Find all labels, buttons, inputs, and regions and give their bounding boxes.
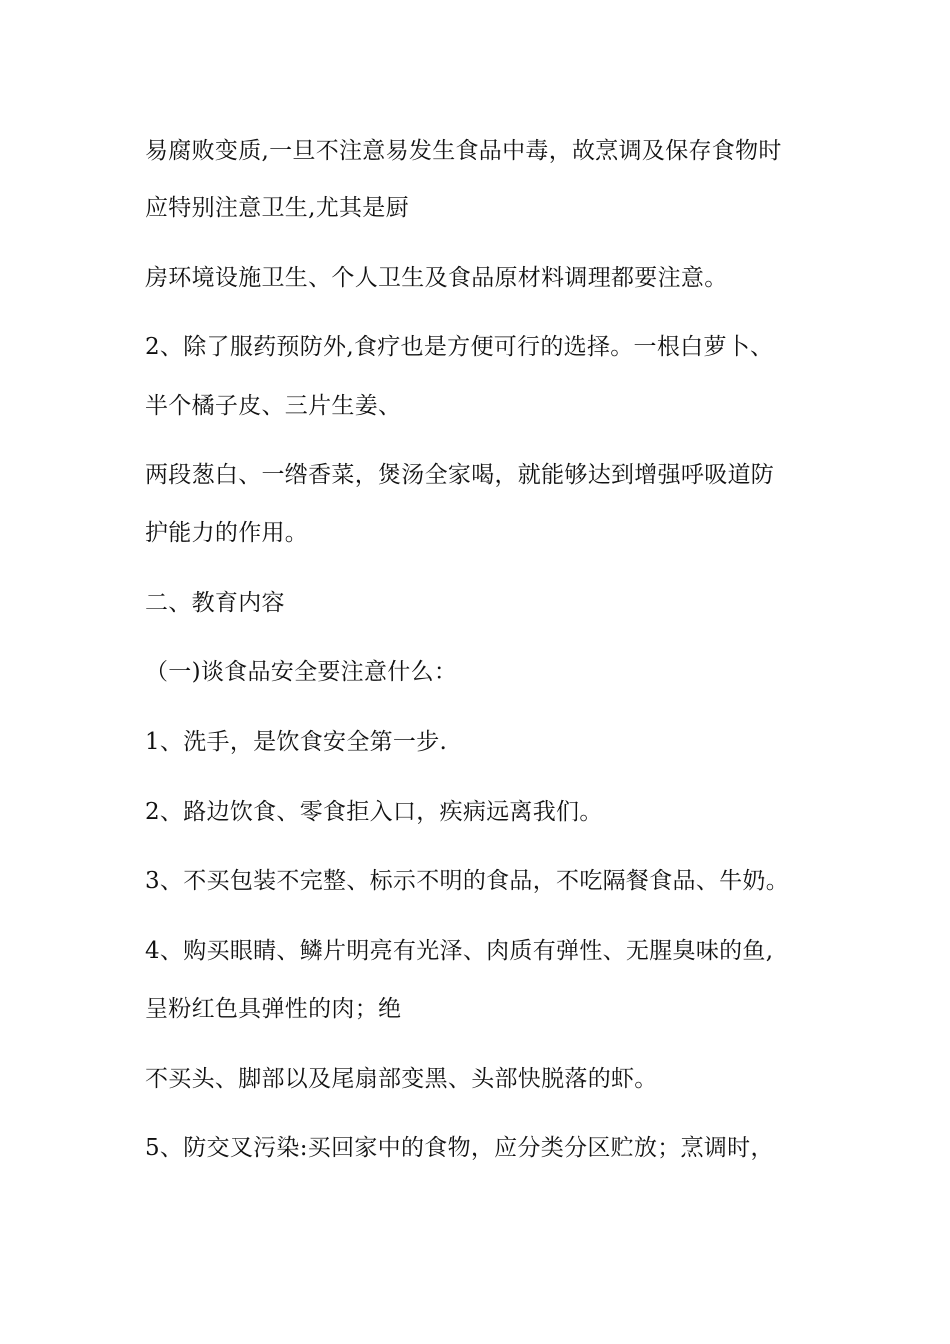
paragraph-line: 不买头、脚部以及尾扇部变黑、头部快脱落的虾。 (145, 1066, 658, 1092)
subsection-heading: （一)谈食品安全要注意什么： (145, 659, 458, 685)
list-item-4: 4、购买眼睛、鳞片明亮有光泽、肉质有弹性、无腥臭味的鱼, (145, 938, 774, 964)
paragraph-line: 应特别注意卫生,尤其是厨 (145, 195, 409, 221)
list-item-2: 2、路边饮食、零食拒入口，疾病远离我们。 (145, 799, 603, 825)
list-item-5: 5、防交叉污染:买回家中的食物，应分类分区贮放；烹调时， (145, 1135, 774, 1161)
section-heading: 二、教育内容 (145, 590, 285, 616)
paragraph-line: 呈粉红色具弹性的肉；绝 (145, 996, 402, 1022)
paragraph-line: 易腐败变质,一旦不注意易发生食品中毒，故烹调及保存食物时 (145, 138, 782, 164)
paragraph-line: 护能力的作用。 (145, 520, 309, 546)
paragraph-line: 两段葱白、一绺香菜，煲汤全家喝，就能够达到增强呼吸道防 (145, 462, 775, 488)
list-item-1: 1、洗手，是饮食安全第一步. (145, 729, 448, 755)
paragraph-line: 房环境设施卫生、个人卫生及食品原材料调理都要注意。 (145, 265, 728, 291)
list-item-3: 3、不买包装不完整、标示不明的食品，不吃隔餐食品、牛奶。 (145, 868, 790, 894)
paragraph-line: 半个橘子皮、三片生姜、 (145, 393, 402, 419)
list-item-2: 2、除了服药预防外,食疗也是方便可行的选择。一根白萝卜、 (145, 334, 774, 360)
